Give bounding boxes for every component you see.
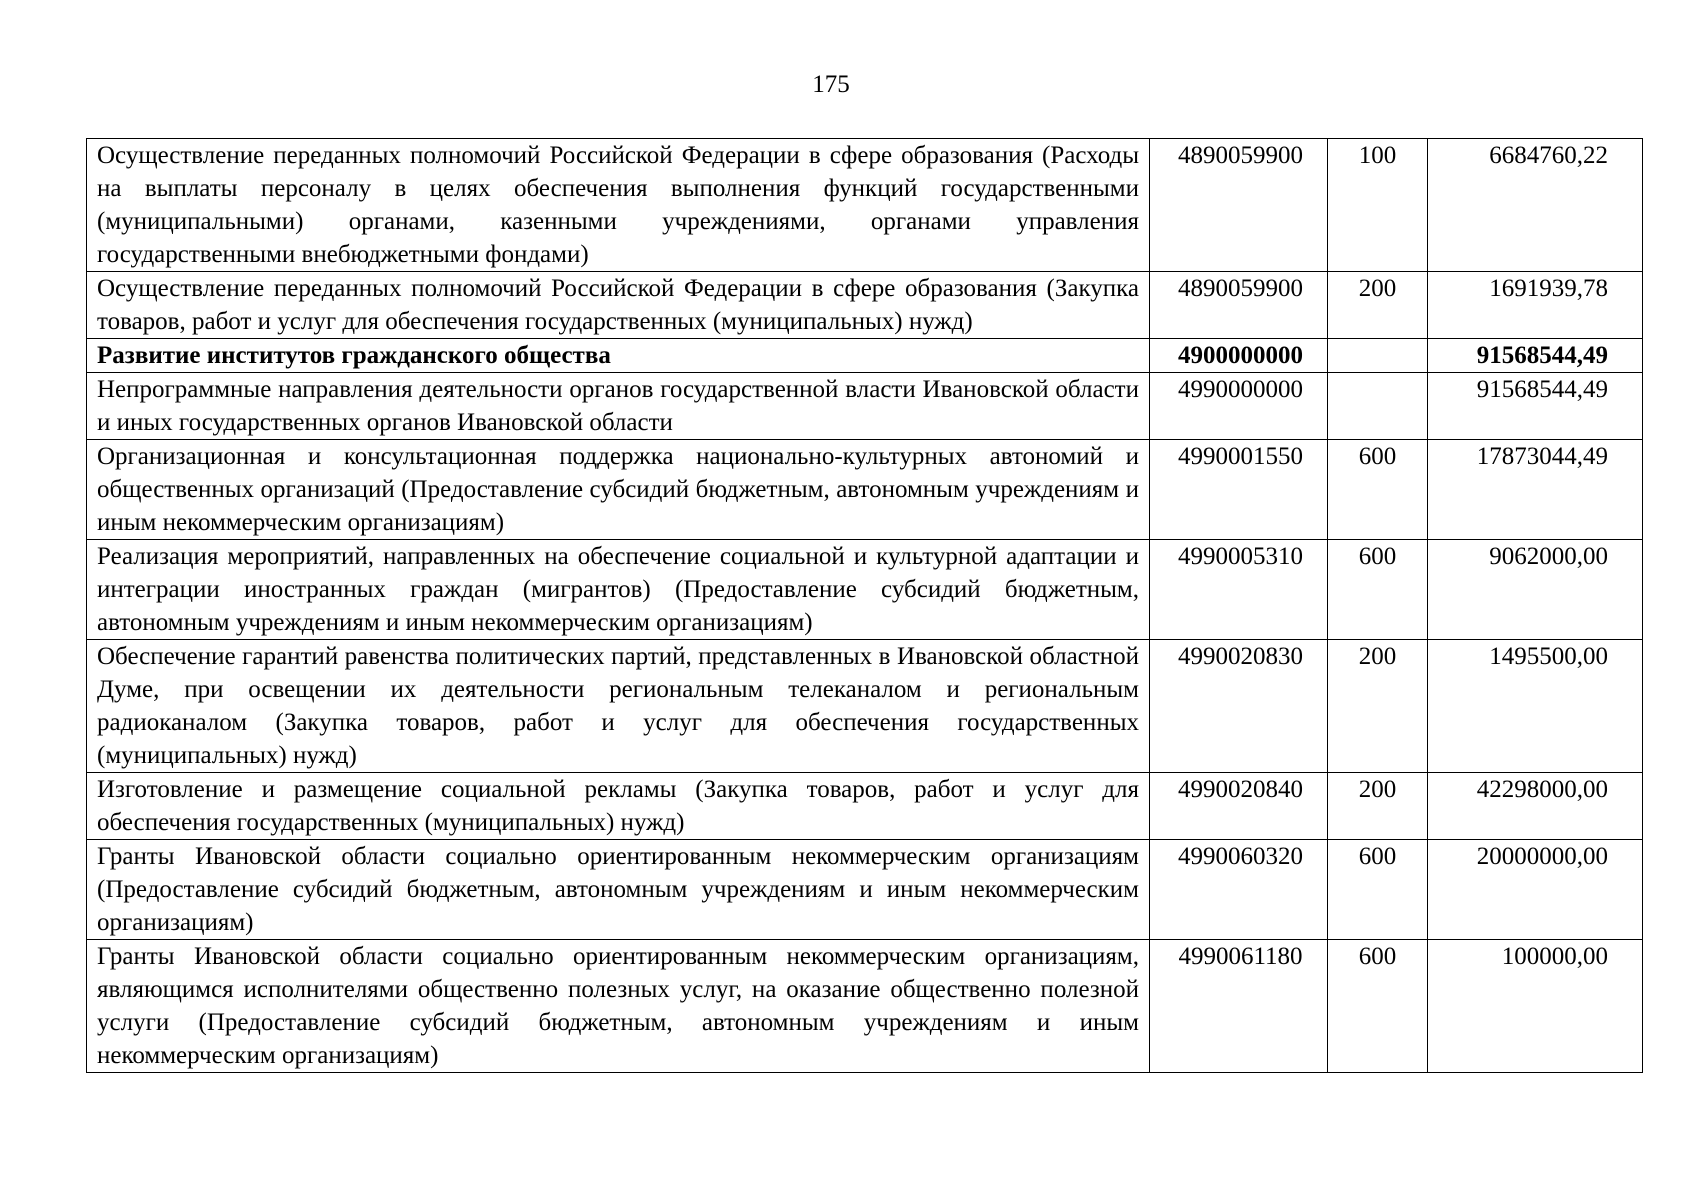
row-description: Изготовление и размещение социальной рекламы (Закупка товаров, работ и услуг для обеспечения государственных (муниципальных) нужд) (87, 773, 1150, 840)
row-target-code: 4990020830 (1150, 640, 1328, 773)
row-expense-type: 100 (1328, 139, 1428, 272)
row-amount: 1495500,00 (1428, 640, 1643, 773)
row-description: Организационная и консультационная поддержка национально-культурных автономий и общественных организаций (Предоставление субсидий бюджетным, автономным учреждениям и иным некоммерческим организациям) (87, 440, 1150, 540)
row-target-code: 4890059900 (1150, 272, 1328, 339)
row-target-code: 4990005310 (1150, 540, 1328, 640)
row-expense-type: 600 (1328, 540, 1428, 640)
row-amount: 42298000,00 (1428, 773, 1643, 840)
table-row (87, 339, 1643, 373)
row-amount: 91568544,49 (1428, 339, 1643, 373)
row-expense-type: 600 (1328, 940, 1428, 1073)
row-expense-type: 200 (1328, 640, 1428, 773)
row-expense-type: 200 (1328, 272, 1428, 339)
row-expense-type: 200 (1328, 773, 1428, 840)
row-target-code: 4990020840 (1150, 773, 1328, 840)
row-description: Непрограммные направления деятельности органов государственной власти Ивановской области и иных государственных органов Ивановской области (87, 373, 1150, 440)
row-target-code: 4990000000 (1150, 373, 1328, 440)
row-expense-type: 600 (1328, 440, 1428, 540)
table-row (87, 640, 1643, 773)
row-amount: 1691939,78 (1428, 272, 1643, 339)
row-amount: 100000,00 (1428, 940, 1643, 1073)
row-description: Осуществление переданных полномочий Российской Федерации в сфере образования (Закупка товаров, работ и услуг для обеспечения государственных (муниципальных) нужд) (87, 272, 1150, 339)
row-target-code: 4990001550 (1150, 440, 1328, 540)
row-expense-type (1328, 339, 1428, 373)
table-row (87, 440, 1643, 540)
row-description: Гранты Ивановской области социально ориентированным некоммерческим организациям, являющимся исполнителями общественно полезных услуг, на оказание общественно полезной услуги (Предоставление субсидий бюджетным, автономным учреждениям и иным некоммерческим организациям) (87, 940, 1150, 1073)
row-description: Гранты Ивановской области социально ориентированным некоммерческим организациям (Предоставление субсидий бюджетным, автономным учреждениям и иным некоммерческим организациям) (87, 840, 1150, 940)
row-description: Осуществление переданных полномочий Российской Федерации в сфере образования (Расходы на выплаты персоналу в целях обеспечения выполнения функций государственными (муниципальными) органами, казенными учреждениями, органами управления государственными внебюджетными фондами) (87, 139, 1150, 272)
row-amount: 9062000,00 (1428, 540, 1643, 640)
row-target-code: 4990061180 (1150, 940, 1328, 1073)
table-row (87, 840, 1643, 940)
row-amount: 20000000,00 (1428, 840, 1643, 940)
table-row (87, 272, 1643, 339)
row-description: Обеспечение гарантий равенства политических партий, представленных в Ивановской областной Думе, при освещении их деятельности региональным телеканалом и региональным радиоканалом (Закупка товаров, работ и услуг для обеспечения государственных (муниципальных) нужд) (87, 640, 1150, 773)
row-description: Развитие институтов гражданского общества (87, 339, 1150, 373)
row-description: Реализация мероприятий, направленных на обеспечение социальной и культурной адаптации и интеграции иностранных граждан (мигрантов) (Предоставление субсидий бюджетным, автономным учреждениям и иным некоммерческим организациям) (87, 540, 1150, 640)
row-amount: 6684760,22 (1428, 139, 1643, 272)
table-row (87, 540, 1643, 640)
table-row (87, 773, 1643, 840)
budget-table-body (87, 139, 1643, 1073)
table-row (87, 940, 1643, 1073)
row-target-code: 4990060320 (1150, 840, 1328, 940)
row-amount: 17873044,49 (1428, 440, 1643, 540)
page-number: 175 (812, 71, 850, 98)
table-row (87, 139, 1643, 272)
row-target-code: 4890059900 (1150, 139, 1328, 272)
budget-table (86, 138, 1643, 1073)
row-amount: 91568544,49 (1428, 373, 1643, 440)
row-expense-type (1328, 373, 1428, 440)
table-row (87, 373, 1643, 440)
row-target-code: 4900000000 (1150, 339, 1328, 373)
row-expense-type: 600 (1328, 840, 1428, 940)
